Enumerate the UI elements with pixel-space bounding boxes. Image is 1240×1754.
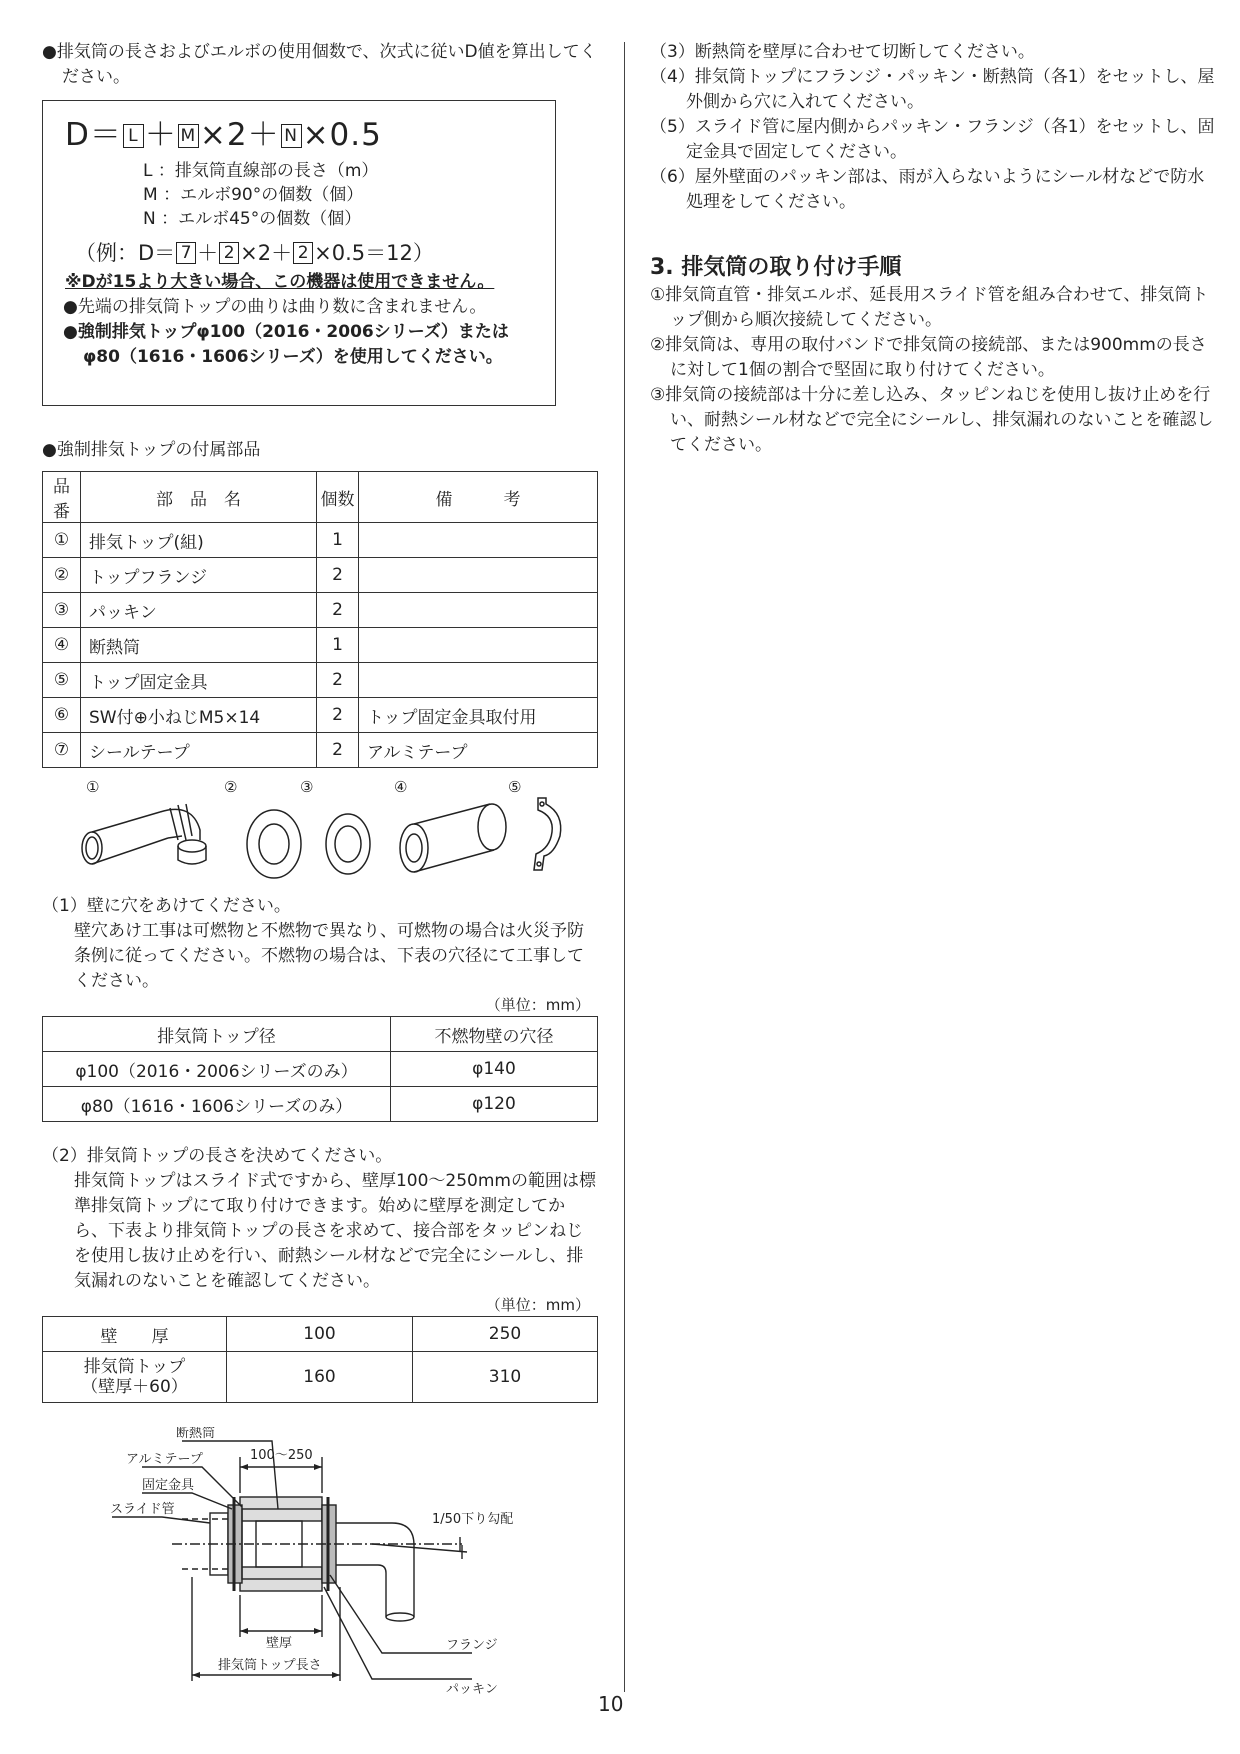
label-packing: パッキン [446, 1682, 498, 1697]
cell-remarks [359, 628, 598, 663]
installation-diagram [42, 1427, 598, 1697]
label-wall-thickness: 壁厚 [266, 1636, 293, 1651]
parts-table [42, 471, 598, 768]
insulation-tube-icon [400, 804, 506, 872]
cell-hole: φ120 [391, 1087, 598, 1122]
label-slide-pipe: スライド管 [110, 1502, 175, 1517]
header-top-diameter: 排気筒トップ径 [43, 1017, 391, 1052]
cell-remarks: トップ固定金具取付用 [359, 698, 598, 733]
arrow-range-right [314, 1464, 322, 1470]
formula-prefix: D＝ [65, 117, 122, 153]
cell-top: φ100（2016・2006シリーズのみ） [43, 1052, 391, 1087]
cell-qty: 2 [317, 663, 359, 698]
cell-no: ① [43, 523, 81, 558]
cell-no: ⑦ [43, 733, 81, 768]
formula-box-n: N [281, 124, 302, 148]
cell-remarks: アルミテープ [359, 733, 598, 768]
page-number: 10 [598, 1692, 624, 1716]
cell-qty: 2 [317, 558, 359, 593]
table-row [43, 1017, 598, 1052]
packing-icon [326, 814, 370, 874]
cell-top-160: 160 [227, 1352, 413, 1403]
step1-section [42, 894, 598, 1122]
label-bracket: 固定金具 [142, 1478, 195, 1493]
intro-text: ●排気筒の長さおよびエルボの使用個数で、次式に従いD値を算出してください。 [42, 42, 597, 87]
example-box-3: 2 [293, 242, 313, 264]
cell-name: SW付⊕小ねじM5×14 [81, 698, 317, 733]
example-op1: ＋ [197, 241, 219, 265]
def-l: L ：排気筒直線部の長さ（m） [143, 161, 379, 181]
cell-qty: 2 [317, 698, 359, 733]
example-suffix: ×0.5＝12） [314, 241, 434, 265]
label-top-length: 排気筒トップ長さ [218, 1658, 322, 1673]
label-slope: 1/50下り勾配 [432, 1512, 514, 1527]
exhaust-top-icon [82, 804, 206, 864]
left-column [42, 40, 598, 1697]
cell-name: 断熱筒 [81, 628, 317, 663]
illus-label-5: ⑤ [508, 778, 522, 796]
step5-text: （5）スライド管に屋内側からパッキン・フランジ（各1）をセットし、固定金具で固定してください。 [650, 117, 1215, 162]
table-row [43, 558, 598, 593]
illus-label-3: ③ [300, 778, 314, 796]
table-row [43, 1317, 598, 1352]
step4-text: （4）排気筒トップにフランジ・パッキン・断熱筒（各1）をセットし、屋外側から穴に入れてください。 [650, 67, 1215, 112]
cell-no: ④ [43, 628, 81, 663]
header-hole-diameter: 不燃物壁の穴径 [391, 1017, 598, 1052]
label-flange: フランジ [446, 1638, 498, 1653]
label-alum-tape: アルミテープ [126, 1452, 203, 1467]
cell-name: パッキン [81, 593, 317, 628]
cell-remarks [359, 523, 598, 558]
example-box-2: 2 [219, 242, 239, 264]
cell-name: シールテープ [81, 733, 317, 768]
header-part-name: 部 品 名 [81, 472, 317, 523]
cell-qty: 2 [317, 733, 359, 768]
cell-qty: 1 [317, 628, 359, 663]
table-row [43, 593, 598, 628]
procedure-1: ①排気筒直管・排気エルボ、延長用スライド管を組み合わせて、排気筒トップ側から順次接続してください。 [650, 285, 1209, 330]
procedure-3: ③排気筒の接続部は十分に差し込み、タッピンねじを使用し抜け止めを行い、耐熱シール材などで完全にシールし、排気漏れのないことを確認してください。 [650, 385, 1214, 455]
table-row [43, 523, 598, 558]
formula-box-l: L [123, 124, 144, 148]
note-exhaust-top: ●強制排気トップφ100（2016・2006シリーズ）またはφ80（1616・1606シリーズ）を使用してください。 [63, 322, 509, 367]
elbow-outlet [386, 1613, 414, 1621]
label-insulation: 断熱筒 [176, 1427, 216, 1441]
example-op2: ×2＋ [240, 241, 293, 265]
cell-name: トップフランジ [81, 558, 317, 593]
cell-no: ③ [43, 593, 81, 628]
arrow-top-left [192, 1672, 200, 1678]
section-title: 3. 排気筒の取り付け手順 [650, 255, 902, 280]
cell-qty: 2 [317, 593, 359, 628]
cell-qty: 1 [317, 523, 359, 558]
cell-no: ② [43, 558, 81, 593]
cell-wall-100: 100 [227, 1317, 413, 1352]
cell-no: ⑥ [43, 698, 81, 733]
cell-remarks [359, 663, 598, 698]
parts-table-header [43, 472, 598, 523]
formula-definitions [65, 159, 537, 231]
cell-wall-250: 250 [413, 1317, 598, 1352]
step1-body: 壁穴あけ工事は可燃物と不燃物で異なり、可燃物の場合は火災予防条例に従ってください。不燃物の場合は、下表の穴径にて工事してください。 [74, 921, 584, 991]
parts-heading: ●強制排気トップの付属部品 [42, 440, 261, 460]
d-limit-warning: ※Dが15より大きい場合、この機器は使用できません。 [65, 272, 495, 292]
wall-dimension [240, 1595, 322, 1637]
arrow-top-right [332, 1672, 340, 1678]
cell-top-310: 310 [413, 1352, 598, 1403]
step1-title: （1）壁に穴をあけてください。 [42, 896, 291, 916]
exhaust-elbow [336, 1523, 414, 1617]
slope-line [372, 1544, 467, 1552]
formula-box [42, 100, 556, 406]
formula-suffix: ×0.5 [302, 117, 382, 153]
formula-example [65, 237, 537, 269]
table-row [43, 628, 598, 663]
cell-name: トップ固定金具 [81, 663, 317, 698]
cell-top: φ80（1616・1606シリーズのみ） [43, 1087, 391, 1122]
example-box-1: 7 [176, 242, 196, 264]
formula-box-m: M [178, 124, 199, 148]
top-length-table [42, 1316, 598, 1403]
header-remarks: 備 考 [359, 472, 598, 523]
column-divider [624, 42, 625, 1692]
d-formula [65, 115, 537, 155]
illus-label-2: ② [224, 778, 238, 796]
table-row [43, 663, 598, 698]
step3-text: （3）断熱筒を壁厚に合わせて切断してください。 [650, 42, 1035, 62]
arrow-range-left [240, 1464, 248, 1470]
right-column [650, 40, 1220, 458]
step2-title: （2）排気筒トップの長さを決めてください。 [42, 1146, 393, 1166]
example-prefix: （例：D＝ [75, 241, 176, 265]
step2-body: 排気筒トップはスライド式ですから、壁厚100～250mmの範囲は標準排気筒トップにて取り付けできます。始めに壁厚を測定してから、下表より排気筒トップの長さを求めて、接合部をタッピンねじを使用し抜け止めを行い、耐熱シール材などで完全にシールし、排気漏れのないことを確認してください。 [74, 1171, 596, 1291]
table-row [43, 1052, 598, 1087]
header-part-no: 品番 [43, 472, 81, 523]
label-range: 100～250 [250, 1448, 313, 1463]
top-label-line2: （壁厚＋60） [81, 1377, 188, 1397]
illus-label-1: ① [86, 778, 100, 796]
cell-remarks [359, 558, 598, 593]
slope-arrows [460, 1537, 462, 1559]
table-row [43, 1087, 598, 1122]
cell-wall-label: 壁 厚 [43, 1317, 227, 1352]
arrow-wall-right [314, 1628, 322, 1634]
arrow-wall-left [240, 1628, 248, 1634]
parts-illustration [42, 774, 598, 884]
def-m: M ：エルボ90°の個数（個） [143, 185, 364, 205]
cell-top-label [43, 1352, 227, 1403]
table-row [43, 1352, 598, 1403]
table-row [43, 733, 598, 768]
top-label-line1: 排気筒トップ [83, 1357, 186, 1377]
cell-hole: φ140 [391, 1052, 598, 1087]
def-n: N ：エルボ45°の個数（個） [143, 209, 362, 229]
flange-icon [247, 810, 301, 878]
step2-section [42, 1144, 598, 1403]
leader-slide-pipe [112, 1517, 210, 1523]
cell-name: 排気トップ(組) [81, 523, 317, 558]
formula-mid: ×2＋ [199, 117, 280, 153]
hole-diameter-table [42, 1016, 598, 1122]
step2-unit: （単位：mm） [485, 1296, 590, 1314]
illus-label-4: ④ [394, 778, 408, 796]
note-bend: ●先端の排気筒トップの曲りは曲り数に含まれません。 [63, 297, 487, 317]
table-row [43, 698, 598, 733]
header-quantity: 個数 [317, 472, 359, 523]
step6-text: （6）屋外壁面のパッキン部は、雨が入らないようにシール材などで防水処理をしてください。 [650, 167, 1205, 212]
procedure-2: ②排気筒は、専用の取付バンドで排気筒の接続部、または900mmの長さに対して1個の割合で堅固に取り付けてください。 [650, 335, 1207, 380]
cell-remarks [359, 593, 598, 628]
cell-no: ⑤ [43, 663, 81, 698]
formula-plus: ＋ [144, 117, 177, 153]
step1-unit: （単位：mm） [485, 996, 590, 1014]
bracket-icon [534, 798, 561, 870]
leader-packing [324, 1587, 472, 1679]
